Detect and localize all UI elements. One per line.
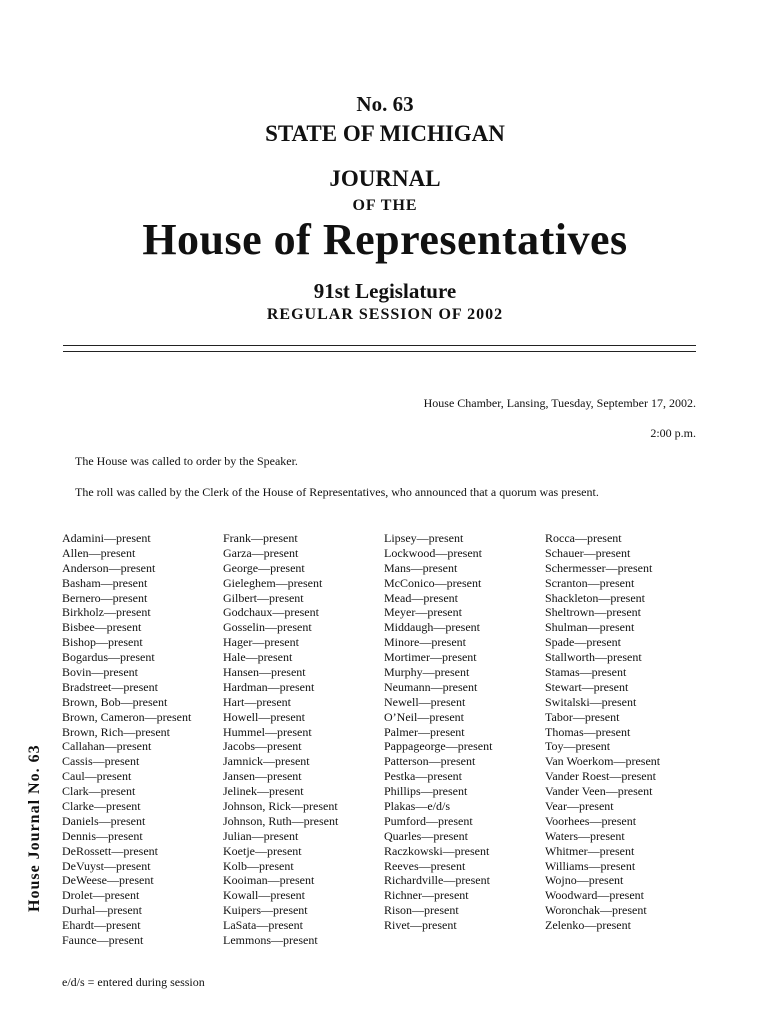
roll-entry: Ehardt—present — [62, 918, 141, 933]
roll-entry: DeRossett—present — [62, 843, 158, 858]
roll-entry: Mans—present — [384, 560, 458, 575]
roll-column-1 — [62, 531, 191, 948]
roll-entry: Hale—present — [223, 650, 293, 665]
roll-entry: DeWeese—present — [62, 873, 154, 888]
roll-entry: Johnson, Rick—present — [223, 799, 338, 814]
roll-entry: Williams—present — [545, 858, 636, 873]
roll-entry: Howell—present — [223, 709, 305, 724]
roll-entry: Richner—present — [384, 888, 469, 903]
state-heading: STATE OF MICHIGAN — [265, 121, 505, 146]
roll-entry: Woodward—present — [545, 888, 645, 903]
roll-entry: Bovin—present — [62, 665, 138, 680]
roll-entry: Lockwood—present — [384, 545, 482, 560]
footnote: e/d/s = entered during session — [62, 975, 205, 989]
roll-entry: Pestka—present — [384, 769, 462, 784]
roll-entry: Vander Veen—present — [545, 784, 653, 799]
roll-entry: Hummel—present — [223, 724, 312, 739]
roll-entry: Clarke—present — [62, 799, 141, 814]
roll-entry: Garza—present — [223, 545, 299, 560]
roll-entry: Daniels—present — [62, 813, 146, 828]
roll-entry: Brown, Bob—present — [62, 694, 168, 709]
roll-entry: Adamini—present — [62, 531, 151, 545]
roll-entry: Mortimer—present — [384, 650, 477, 665]
roll-entry: Caul—present — [62, 769, 132, 784]
roll-entry: Switalski—present — [545, 694, 637, 709]
of-the-heading: OF THE — [352, 197, 418, 214]
running-sidebar-label: House Journal No. 63 — [26, 744, 43, 912]
session-heading: REGULAR SESSION OF 2002 — [266, 306, 504, 323]
roll-entry: Zelenko—present — [545, 918, 631, 933]
roll-entry: Meyer—present — [384, 605, 462, 620]
roll-entry: Van Woerkom—present — [545, 754, 661, 769]
roll-column-3 — [384, 531, 492, 933]
roll-entry: Durhal—present — [62, 903, 142, 918]
roll-entry: Tabor—present — [545, 709, 620, 724]
roll-entry: Koetje—present — [223, 843, 302, 858]
roll-entry: Hansen—present — [223, 665, 306, 680]
roll-entry: Stewart—present — [545, 679, 629, 694]
roll-entry: Minore—present — [384, 635, 466, 650]
roll-entry: Shackleton—present — [545, 590, 645, 605]
roll-entry: Stallworth—present — [545, 650, 642, 665]
roll-column-2 — [223, 531, 338, 948]
roll-entry: Sheltrown—present — [545, 605, 641, 620]
roll-entry: Vander Roest—present — [545, 769, 656, 784]
roll-entry: Phillips—present — [384, 784, 468, 799]
roll-entry: Shulman—present — [545, 620, 635, 635]
roll-call-text: The roll was called by the Clerk of the House of Representatives, who announced that a quorum was present. — [75, 485, 599, 499]
roll-entry: Thomas—present — [545, 724, 631, 739]
roll-entry: Voorhees—present — [545, 813, 637, 828]
roll-entry: Gieleghem—present — [223, 575, 323, 590]
roll-entry: Clark—present — [62, 784, 136, 799]
roll-column-4 — [545, 531, 660, 933]
roll-entry: Kolb—present — [223, 858, 294, 873]
roll-entry: Basham—present — [62, 575, 148, 590]
house-title: House of Representatives — [142, 215, 628, 264]
roll-entry: Palmer—present — [384, 724, 465, 739]
roll-entry: Faunce—present — [62, 933, 144, 948]
roll-entry: Pumford—present — [384, 813, 473, 828]
roll-entry: Godchaux—present — [223, 605, 319, 620]
roll-entry: Mead—present — [384, 590, 458, 605]
roll-entry: Kooiman—present — [223, 873, 315, 888]
roll-entry: Kowall—present — [223, 888, 305, 903]
roll-entry: Neumann—present — [384, 679, 478, 694]
roll-entry: LaSata—present — [223, 918, 303, 933]
roll-entry: Pappageorge—present — [384, 739, 493, 754]
roll-entry: DeVuyst—present — [62, 858, 151, 873]
roll-entry: Birkholz—present — [62, 605, 151, 620]
roll-entry: Richardville—present — [384, 873, 490, 888]
roll-entry: Hardman—present — [223, 679, 315, 694]
roll-entry: Stamas—present — [545, 665, 627, 680]
header-rule-top — [63, 345, 696, 346]
roll-entry: Schermesser—present — [545, 560, 653, 575]
roll-entry: Bradstreet—present — [62, 679, 158, 694]
roll-entry: Quarles—present — [384, 828, 468, 843]
roll-entry: Scranton—present — [545, 575, 635, 590]
roll-entry: O’Neil—present — [384, 709, 464, 724]
roll-entry: McConico—present — [384, 575, 482, 590]
roll-entry: Waters—present — [545, 828, 625, 843]
session-time: 2:00 p.m. — [650, 426, 696, 440]
roll-entry: Brown, Cameron—present — [62, 709, 192, 724]
roll-entry: Toy—present — [545, 739, 611, 754]
roll-entry: Bernero—present — [62, 590, 148, 605]
roll-entry: Callahan—present — [62, 739, 152, 754]
roll-entry: Hart—present — [223, 694, 291, 709]
roll-entry: Julian—present — [223, 828, 299, 843]
roll-entry: Jamnick—present — [223, 754, 310, 769]
header-rule-bottom — [63, 351, 696, 352]
roll-entry: Allen—present — [62, 545, 136, 560]
roll-entry: Anderson—present — [62, 560, 156, 575]
roll-entry: Cassis—present — [62, 754, 140, 769]
roll-entry: Wojno—present — [545, 873, 624, 888]
journal-heading: JOURNAL — [329, 166, 441, 191]
roll-entry: Lipsey—present — [384, 531, 464, 545]
roll-entry: Johnson, Ruth—present — [223, 813, 339, 828]
roll-entry: Woronchak—present — [545, 903, 647, 918]
roll-entry: Rocca—present — [545, 531, 622, 545]
legislature-heading: 91st Legislature — [313, 279, 457, 303]
roll-entry: Kuipers—present — [223, 903, 308, 918]
roll-entry: Vear—present — [545, 799, 614, 814]
chamber-dateline: House Chamber, Lansing, Tuesday, September 17, 2002. — [423, 396, 696, 410]
roll-entry: Reeves—present — [384, 858, 466, 873]
roll-entry: Lemmons—present — [223, 933, 318, 948]
roll-entry: Jansen—present — [223, 769, 302, 784]
roll-entry: Schauer—present — [545, 545, 631, 560]
roll-entry: Jacobs—present — [223, 739, 302, 754]
roll-entry: Gilbert—present — [223, 590, 304, 605]
roll-entry: Middaugh—present — [384, 620, 480, 635]
roll-entry: Brown, Rich—present — [62, 724, 170, 739]
roll-entry: Bishop—present — [62, 635, 143, 650]
roll-entry: Bogardus—present — [62, 650, 155, 665]
roll-entry: Murphy—present — [384, 665, 470, 680]
roll-entry: Gosselin—present — [223, 620, 312, 635]
roll-entry: Drolet—present — [62, 888, 140, 903]
roll-entry: Frank—present — [223, 531, 298, 545]
called-to-order-text: The House was called to order by the Speaker. — [75, 454, 298, 468]
journal-number: No. 63 — [356, 92, 414, 116]
roll-entry: Raczkowski—present — [384, 843, 490, 858]
roll-entry: Jelinek—present — [223, 784, 304, 799]
roll-entry: Rivet—present — [384, 918, 457, 933]
roll-entry: Spade—present — [545, 635, 621, 650]
roll-entry: Newell—present — [384, 694, 466, 709]
roll-entry: Bisbee—present — [62, 620, 142, 635]
roll-entry: George—present — [223, 560, 305, 575]
roll-entry: Patterson—present — [384, 754, 476, 769]
roll-entry: Whitmer—present — [545, 843, 635, 858]
roll-entry: Hager—present — [223, 635, 299, 650]
roll-entry: Rison—present — [384, 903, 459, 918]
roll-entry: Plakas—e/d/s — [384, 799, 450, 814]
roll-entry: Dennis—present — [62, 828, 143, 843]
